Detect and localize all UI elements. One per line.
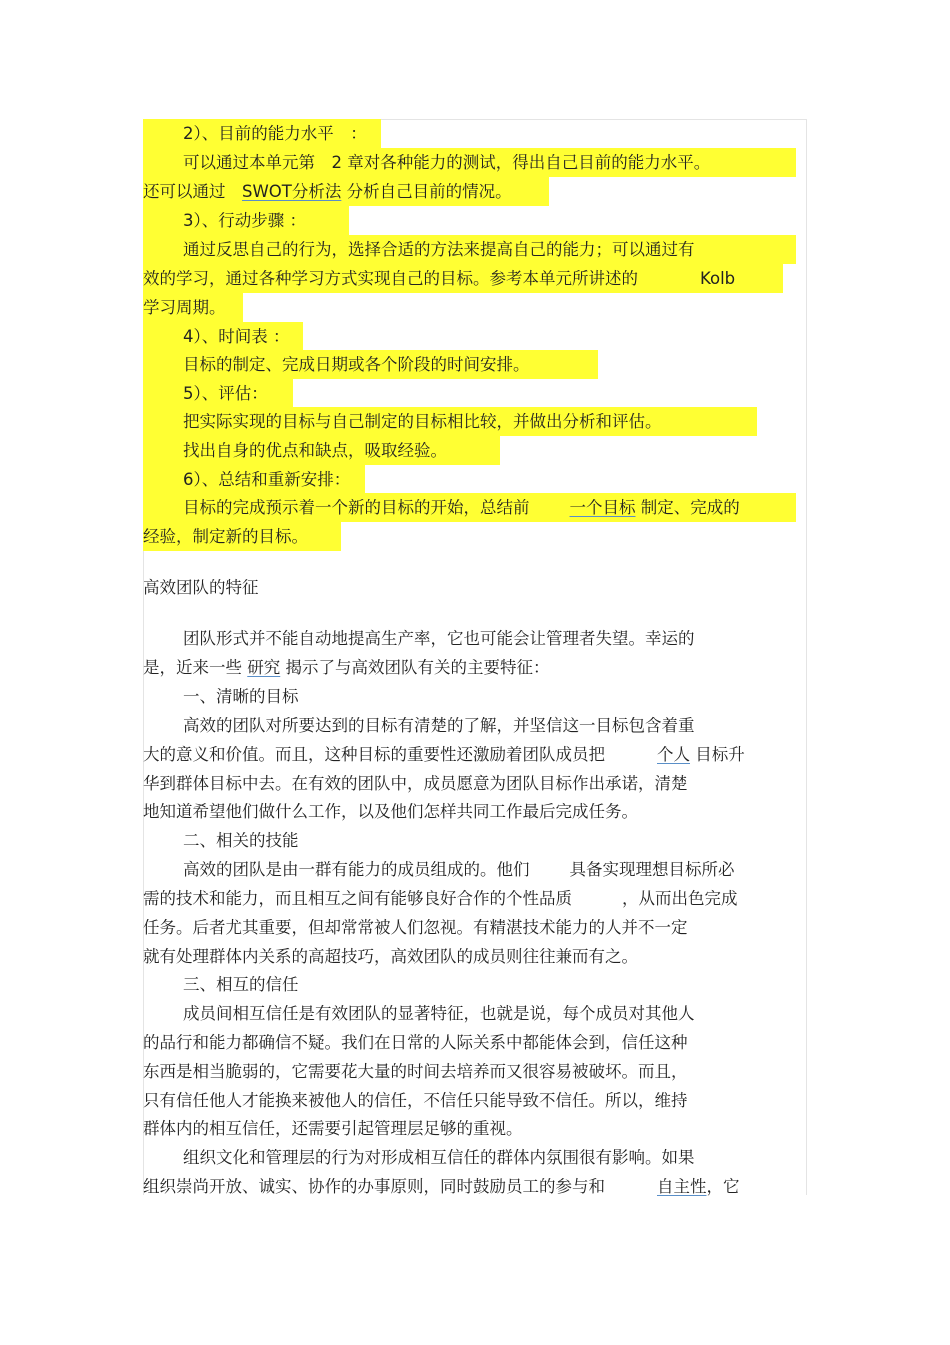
step-3-heading: 3）、行动步骤 ： [143,206,349,235]
step-2-text-line-1: 可以通过本单元第 2 章对各种能力的测试，得出自己目前的能力水平。 [143,148,796,177]
body-line-2: 是，近来一些 研究 揭示了与高效团队有关的主要特征： [143,658,550,677]
step-4-heading: 4）、时间表 ： [143,322,303,351]
body-line-4: 高效的团队对所要达到的目标有清楚的了解，并坚信这一目标包含着重 [183,716,695,735]
heading-mutual-trust: 三、相互的信任 [183,975,299,994]
section-title: 高效团队的特征 [143,578,259,597]
individual-link[interactable]: 个人 [657,745,690,764]
step-5-heading: 5）、评估： [143,379,293,408]
body-line-11: 任务。后者尤其重要，但却常常被人们忽视。有精湛技术能力的人并不一定 [143,918,688,937]
step-6-heading: 6）、总结和重新安排： [143,465,365,494]
body-line-12: 就有处理群体内关系的高超技巧，高效团队的成员则往往兼而有之。 [143,947,638,966]
step-3-text-line-1: 通过反思自己的行为，选择合适的方法来提高自己的能力；可以通过有 [143,235,796,264]
body-line-19: 组织文化和管理层的行为对形成相互信任的群体内氛围很有影响。如果 [183,1148,695,1167]
one-goal-link[interactable]: 一个目标 [569,498,636,517]
body-line-1: 团队形式并不能自动地提高生产率，它也可能会让管理者失望。幸运的 [183,629,695,648]
step-2-text-line-2: 还可以通过 SWOT分析法 分析自己目前的情况。 [143,177,549,206]
step-4-text: 目标的制定、完成日期或各个阶段的时间安排。 [143,350,598,379]
research-link[interactable]: 研究 [247,658,281,677]
body-line-18: 群体内的相互信任，还需要引起管理层足够的重视。 [143,1119,523,1138]
step-6-text-line-1: 目标的完成预示着一个新的目标的开始，总结前 一个目标 制定、完成的 [143,493,796,522]
autonomy-link[interactable]: 自主性 [657,1177,707,1196]
step-5-text-line-2: 找出自身的优点和缺点，吸取经验。 [143,436,500,465]
heading-relevant-skills: 二、相关的技能 [183,831,299,850]
body-line-14: 成员间相互信任是有效团队的显著特征，也就是说，每个成员对其他人 [183,1004,695,1023]
body-line-6: 华到群体目标中去。在有效的团队中，成员愿意为团队目标作出承诺，清楚 [143,774,688,793]
heading-clear-goal: 一、清晰的目标 [183,687,299,706]
body-line-7: 地知道希望他们做什么工作，以及他们怎样共同工作最后完成任务。 [143,802,638,821]
body-line-20: 组织崇尚开放、诚实、协作的办事原则，同时鼓励员工的参与和 自主性，它 [143,1177,740,1196]
step-3-text-line-3: 学习周期。 [143,293,243,322]
step-6-text-line-2: 经验，制定新的目标。 [143,522,341,551]
body-line-5: 大的意义和价值。而且，这种目标的重要性还激励着团队成员把 个人 目标升 [143,745,745,764]
swot-link[interactable]: SWOT分析法 [242,182,342,201]
step-5-text-line-1: 把实际实现的目标与自己制定的目标相比较，并做出分析和评估。 [143,407,757,436]
body-line-15: 的品行和能力都确信不疑。我们在日常的人际关系中都能体会到，信任这种 [143,1033,688,1052]
body-line-17: 只有信任他人才能换来被他人的信任，不信任只能导致不信任。所以，维持 [143,1091,688,1110]
body-line-16: 东西是相当脆弱的，它需要花大量的时间去培养而又很容易被破坏。而且， [143,1062,688,1081]
step-2-heading: 2）、目前的能力水平 ： [143,119,381,148]
body-line-10: 需的技术和能力，而且相互之间有能够良好合作的个性品质 ，从而出色完成 [143,889,738,908]
step-3-text-line-2: 效的学习，通过各种学习方式实现自己的目标。参考本单元所讲述的 Kolb [143,264,783,293]
body-line-9: 高效的团队是由一群有能力的成员组成的。他们 具备实现理想目标所必 [183,860,735,879]
